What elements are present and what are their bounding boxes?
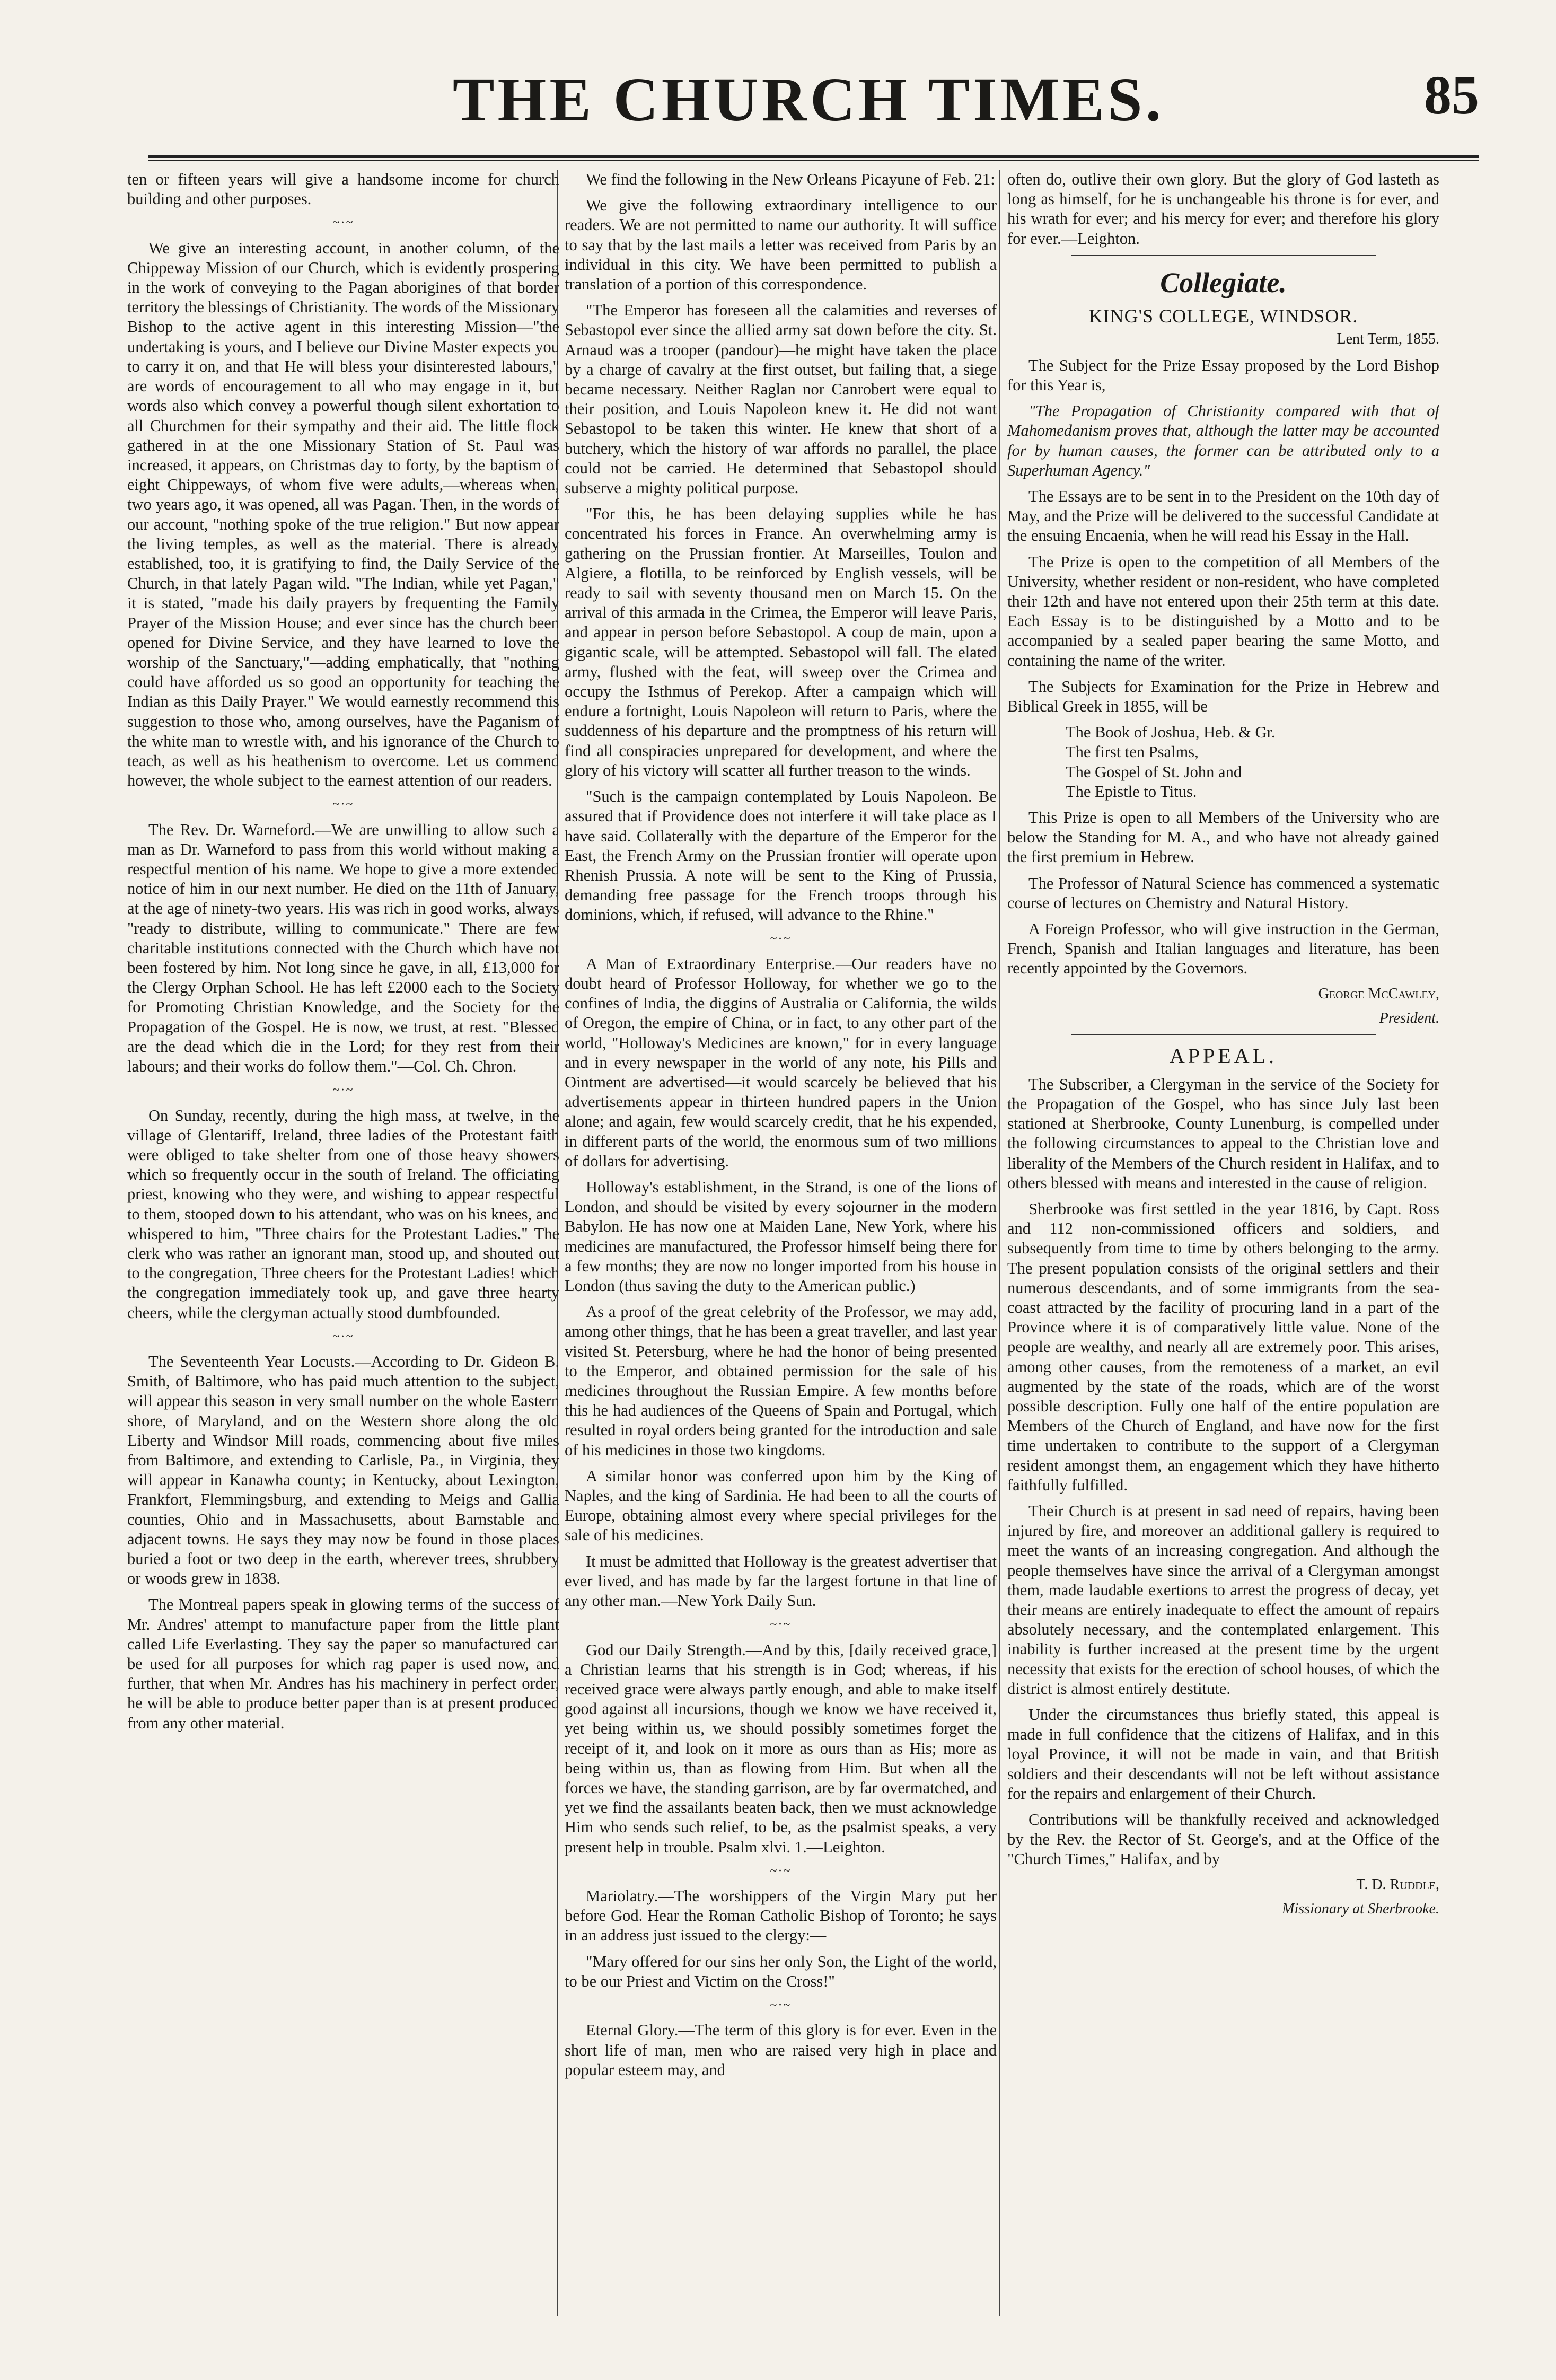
article-paragraph: We give the following extraordinary intelligence to our readers. We are not permitted to name our authority. It will suffice to say that by the last mails a letter was received from Paris by an individual in this city. We have been permitted to publish a translation of a portion of this correspondence. [565, 196, 997, 294]
separator-ornament: ~·~ [770, 1618, 792, 1632]
section-heading: Collegiate. [1160, 266, 1287, 298]
article-paragraph: "For this, he has been delaying supplies while he has concentrated his forces in France. An overwhelming army is gathering on the Prussian frontier. At Marseilles, Toulon and Algiere, a flotilla, to be reinforced by English vessels, will be ready to sail with seventy thousand men on March 15. On the arrival of this armada in the Crimea, the Emperor will leave Paris, and appear in person before Sebastopol. A coup de main, upon a gigantic scale, will be attempted. Sebastopol will fall. The elated army, flushed with the feat, will sweep over the Crimea and occupy the Isthmus of Perekop. After a campaign which will endure a fortnight, Louis Napoleon will return to Paris, where the suddenness of his departure and the promptness of his return will find all conspiracies unprepared for development, and where the glory of his victory will scatter all further treason to the winds. [565, 505, 997, 779]
article-paragraph: Under the circumstances thus briefly stated, this appeal is made in full confidence that the citizens of Halifax, and in this loyal Province, it will not be made in vain, and that British soldiers and their descendants will not be left without assistance for the repairs and enlargement of their Church. [1007, 1706, 1439, 1803]
article-paragraph: A Man of Extraordinary Enterprise.—Our readers have no doubt heard of Professor Holloway, for whether we go to the confines of India, the diggins of Australia or California, the wilds of Oregon, the empire of China, or in fact, to any other part of the world, "Holloway's Medicines are known," for in every language and in every newspaper in the world of any note, his Pills and Ointment are advertised—it would scarcely be believed that his advertisements appear in thirteen hundred papers in the Union alone; and again, few would scarcely credit, that he his expended, in different parts of the world, the enormous sum of two millions of dollars for advertising. [565, 954, 997, 1170]
article-paragraph: Holloway's establishment, in the Strand, is one of the lions of London, and should be visited by every sojourner in the modern Babylon. He has now one at Maiden Lane, New York, where his medicines are manufactured, the Professor himself being there for a few months; they are now no longer imported from his house in London (thus saving the duty to the American public.) [565, 1178, 997, 1295]
separator-ornament: ~·~ [332, 1083, 354, 1097]
article-paragraph: The Montreal papers speak in glowing terms of the success of Mr. Andres' attempt to manufacture paper from the little plant called Life Everlasting. They say the paper so manufactured can be used for all purposes for which rag paper is used now, and further, that when Mr. Andres has his machinery in perfect order, he will be able to produce better paper than is at present produced from any other material. [127, 1595, 559, 1732]
column-2 [565, 170, 997, 2327]
college-title: KING'S COLLEGE, WINDSOR. [1088, 305, 1358, 327]
divider-rule [1071, 1034, 1376, 1035]
column-3 [1007, 170, 1439, 2327]
essay-subject: "The Propagation of Christianity compared with that of Mahomedanism proves that, although the latter may be accounted for by human causes, the former can be attributed only to a Superhuman Agency." [1007, 402, 1439, 479]
column-divider [999, 170, 1000, 2316]
article-paragraph: The Essays are to be sent in to the President on the 10th day of May, and the Prize will be delivered to the successful Candidate at the ensuing Encaenia, when he will read his Essay in the Hall. [1007, 487, 1439, 545]
article-paragraph: Sherbrooke was first settled in the year 1816, by Capt. Ross and 112 non-commissioned officers and soldiers, and subsequently from time to time by others belonging to the army. The present population consists of the original settlers and their numerous descendants, and of some immigrants from the sea-coast attracted by the facility of procuring land in a part of the Province where it is of comparatively little value. None of the people are wealthy, and nearly all are extremely poor. This arises, among other causes, from the remoteness of a market, an evil augmented by the state of the roads, which are of the worst possible description. Fully one half of the entire population are Members of the Church of England, and have now for the first time undertaken to contribute to the support of a Clergyman resident amongst them, an engagement which they have hitherto faithfully fulfilled. [1007, 1199, 1439, 1494]
separator-ornament: ~·~ [332, 216, 354, 230]
appeal-heading: APPEAL. [1169, 1043, 1278, 1068]
signature-title: President. [1379, 1009, 1439, 1026]
article-paragraph: "Mary offered for our sins her only Son, the Light of the world, to be our Priest and Victim on the Cross!" [565, 1952, 997, 1990]
article-paragraph: Mariolatry.—The worshippers of the Virgin Mary put her before God. Hear the Roman Catholic Bishop of Toronto; he says in an address just issued to the clergy:— [565, 1887, 997, 1945]
masthead-rule [148, 155, 1479, 161]
divider-rule [1071, 255, 1376, 256]
article-paragraph: Contributions will be thankfully received and acknowledged by the Rev. the Rector of St. George's, and at the Office of the "Church Times," Halifax, and by [1007, 1811, 1439, 1868]
article-paragraph: As a proof of the great celebrity of the Professor, we may add, among other things, that he has been a great traveller, and last year visited St. Petersburg, where he had the honor of being presented to the Emperor, and obtained permission for the sale of his medicines throughout the Russian Empire. A few months before this he had audiences of the Queens of Spain and Portugal, which resulted in royal orders being granted for the introduction and sale of his medicines in those two kingdoms. [565, 1303, 997, 1459]
article-paragraph: The Subscriber, a Clergyman in the service of the Society for the Propagation of the Gospel, who has since July last been stationed at Sherbrooke, County Lunenburg, is compelled under the following circumstances to appeal to the Christian love and liberality of the Members of the Church resident in Halifax, and to others blessed with means and interested in the cause of religion. [1007, 1075, 1439, 1192]
separator-ornament: ~·~ [770, 1998, 792, 2013]
article-paragraph: The Subject for the Prize Essay proposed by the Lord Bishop for this Year is, [1007, 356, 1439, 394]
exam-subject-item: The Gospel of St. John and [1066, 762, 1242, 781]
separator-ornament: ~·~ [332, 797, 354, 812]
article-paragraph: A Foreign Professor, who will give instruction in the German, French, Spanish and Italian languages and literature, has been recently appointed by the Governors. [1007, 920, 1439, 978]
article-paragraph: A similar honor was conferred upon him by the King of Naples, and the king of Sardinia. He had been to all the courts of Europe, obtaining almost every where special privileges for the sale of his medicines. [565, 1466, 997, 1544]
article-paragraph: often do, outlive their own glory. But the glory of God lasteth as long as himself, for he is unchangeable his throne is for ever, and his wrath for ever; and his mercy for ever; and therefore his glory for ever.—Leighton. [1007, 170, 1439, 248]
signature-title: Missionary at Sherbrooke. [1282, 1900, 1439, 1917]
article-paragraph: The Prize is open to the competition of all Members of the University, whether resident or non-resident, who have completed their 12th and have not entered upon their 25th term at this date. Each Essay is to be distinguished by a Motto and to be accompanied by a sealed paper bearing the same Motto, and containing the name of the writer. [1007, 552, 1439, 670]
exam-subject-item: The first ten Psalms, [1066, 743, 1199, 761]
article-paragraph: We find the following in the New Orleans Picayune of Feb. 21: [586, 170, 995, 188]
article-paragraph: The Professor of Natural Science has commenced a systematic course of lectures on Chemistry and Natural History. [1007, 874, 1439, 912]
exam-subject-item: The Book of Joshua, Heb. & Gr. [1066, 723, 1276, 742]
page-number: 85 [1424, 65, 1479, 126]
article-paragraph: It must be admitted that Holloway is the greatest advertiser that ever lived, and has made by far the largest fortune in that line of any other man.—New York Daily Sun. [565, 1552, 997, 1610]
separator-ornament: ~·~ [770, 1864, 792, 1878]
article-paragraph: This Prize is open to all Members of the University who are below the Standing for M. A., and who have not already gained the first premium in Hebrew. [1007, 809, 1439, 866]
article-paragraph: God our Daily Strength.—And by this, [daily received grace,] a Christian learns that his strength is in God; whereas, if his received grace were always partly enough, and able to make itself good against all incursions, though we know we have received it, yet being within us, we should possibly sometimes forget the receipt of it, and look on it more as ours than as His; more as being within us, than as flowing from Him. But when all the forces we have, the standing garrison, are by far overmatched, and yet we find the assailants beaten back, then we must acknowledge Him who sends such relief, to be, as the psalmist speaks, a very present help in trouble. Psalm xlvi. 1.—Leighton. [565, 1640, 997, 1856]
column-1 [127, 170, 559, 2327]
article-paragraph: "The Emperor has foreseen all the calamities and reverses of Sebastopol ever since the allied army sat down before the city. St. Arnaud was a trooper (pandour)—he might have taken the place by a charge of cavalry at the first outset, but failing that, a siege became necessary. Neither Raglan nor Canrobert were equal to their position, and Louis Napoleon knew it. He did not want Sebastopol to be taken this winter. He knew that short of a butchery, which the history of war affords no parallel, the place could not be carried. He determined that Sebastopol should subserve a mighty political purpose. [565, 301, 997, 497]
article-paragraph: The Rev. Dr. Warneford.—We are unwilling to allow such a man as Dr. Warneford to pass from this world without making a respectful mention of his name. We hope to give a more extended notice of him in our next number. He died on the 11th of January, at the age of ninety-two years. His was rich in good works, always "ready to distribute, willing to communicate." There are few charitable institutions connected with the Church which have not been fostered by him. Not long since he gave, in all, £13,000 for the Clergy Orphan School. He has left £2000 each to the Society for Promoting Christian Knowledge, and the Society for the Propagation of the Gospel. He is now, we trust, at rest. "Blessed are the dead which die in the Lord; for they rest from their labours; and their works do follow them."—Col. Ch. Chron. [127, 820, 559, 1076]
signature-name: George McCawley, [1318, 985, 1439, 1002]
separator-ornament: ~·~ [332, 1329, 354, 1343]
exam-subject-item: The Epistle to Titus. [1066, 782, 1197, 801]
masthead [138, 64, 1479, 143]
article-paragraph: The Subjects for Examination for the Prize in Hebrew and Biblical Greek in 1855, will be [1007, 677, 1439, 715]
signature-name: T. D. Ruddle, [1356, 1876, 1439, 1893]
article-paragraph: Their Church is at present in sad need of repairs, having been injured by fire, and moreover an additional gallery is required to meet the wants of an increasing congregation. And although the people themselves have since the arrival of a Clergyman amongst them, made laudable exertions to arrest the progress of decay, yet their means are entirely inadequate to effect the amount of repairs absolutely necessary, and the contemplated enlargement. This inability is further increased at the present time by the urgent necessity that exists for the erection of school houses, of which the district is almost entirely destitute. [1007, 1502, 1439, 1698]
separator-ornament: ~·~ [770, 932, 792, 946]
article-paragraph: On Sunday, recently, during the high mass, at twelve, in the village of Glentariff, Ireland, three ladies of the Protestant faith were obliged to take shelter from one of those heavy showers which so frequently occur in the south of Ireland. The officiating priest, knowing who they were, and wishing to appear respectful to them, stooped down to his attendant, who was on his knees, and whispered to him, "Three chairs for the Protestant Ladies." The clerk who was rather an ignorant man, stood up, and shouted out to the congregation, Three cheers for the Protestant Ladies! which the congregation immediately took up, and gave three hearty cheers, while the clergyman actually stood dumbfounded. [127, 1106, 559, 1322]
article-paragraph: The Seventeenth Year Locusts.—According to Dr. Gideon B. Smith, of Baltimore, who has paid much attention to the subject, will appear this season in very small number on the whole Eastern shore, of Maryland, and on the Western shore along the old Liberty and Windsor Mill roads, commencing about five miles from Baltimore, and extending to Carlisle, Pa., in Virginia, they will appear in Kanawha county; in Kentucky, about Lexington, Frankfort, Flemmingsburg, and extending to Meigs and Gallia counties, Ohio and in Massachusetts, about Barnstable and adjacent towns. He says they may now be found in those places buried a foot or two deep in the earth, wherever trees, shrubbery or woods grew in 1838. [127, 1353, 559, 1588]
newspaper-title: THE CHURCH TIMES. [452, 65, 1165, 134]
article-paragraph: Eternal Glory.—The term of this glory is for ever. Even in the short life of man, men who are raised very high in place and popular esteem may, and [565, 2021, 997, 2079]
article-paragraph: "Such is the campaign contemplated by Louis Napoleon. Be assured that if Providence does not interfere it will take place as I have said. Collaterally with the departure of the Emperor for the East, the French Army on the Prussian frontier will operate upon Rhenish Prussia. A note will be sent to the King of Prussia, demanding free passage for the French troops through his dominions, which, if refused, will advance to the Rhine." [565, 787, 997, 924]
article-paragraph: We give an interesting account, in another column, of the Chippeway Mission of our Church, which is evidently prospering in the work of conveying to the Pagan aborigines of that border territory the blessings of Christianity. The words of the Missionary Bishop to the active agent in this interesting Mission—"the undertaking is yours, and I believe our Divine Master expects you to carry it on, and that He will bless your disinterested labours," are words of encouragement to all who may engage in it, but words also which convey a powerful though silent exhortation to all Churchmen for their sympathy and their aid. The little flock gathered in at the one Missionary Station of St. Paul was increased, it appears, on Christmas day to forty, by the baptism of eight Chippeways, of whom five were adults,—whereas when, two years ago, it was opened, all was Pagan. Then, in the words of our account, "nothing spoke of the true religion." But now appear the living temples, as well as the material. There is already established, too, it is gratifying to find, the Daily Service of the Church, in that lately Pagan wild. "The Indian, while yet Pagan," it is stated, "made his daily prayers by frequenting the Family Prayer of the Mission House; and ever since has the church been opened for Divine Service, and they have learned to love the worship of the Sanctuary,"—adding emphatically, that "nothing could have afforded us so good an opportunity for teaching the Indian as this Daily Prayer." We would earnestly recommend this suggestion to those who, among ourselves, have the Paganism of the white man to wrestle with, and his ignorance of the Church to teach, as well as his heathenism to overcome. Let us commend however, the whole subject to the earnest attention of our readers. [127, 239, 559, 790]
term-label: Lent Term, 1855. [1337, 330, 1439, 347]
article-paragraph: ten or fifteen years will give a handsome income for church building and other purposes. [127, 170, 559, 208]
